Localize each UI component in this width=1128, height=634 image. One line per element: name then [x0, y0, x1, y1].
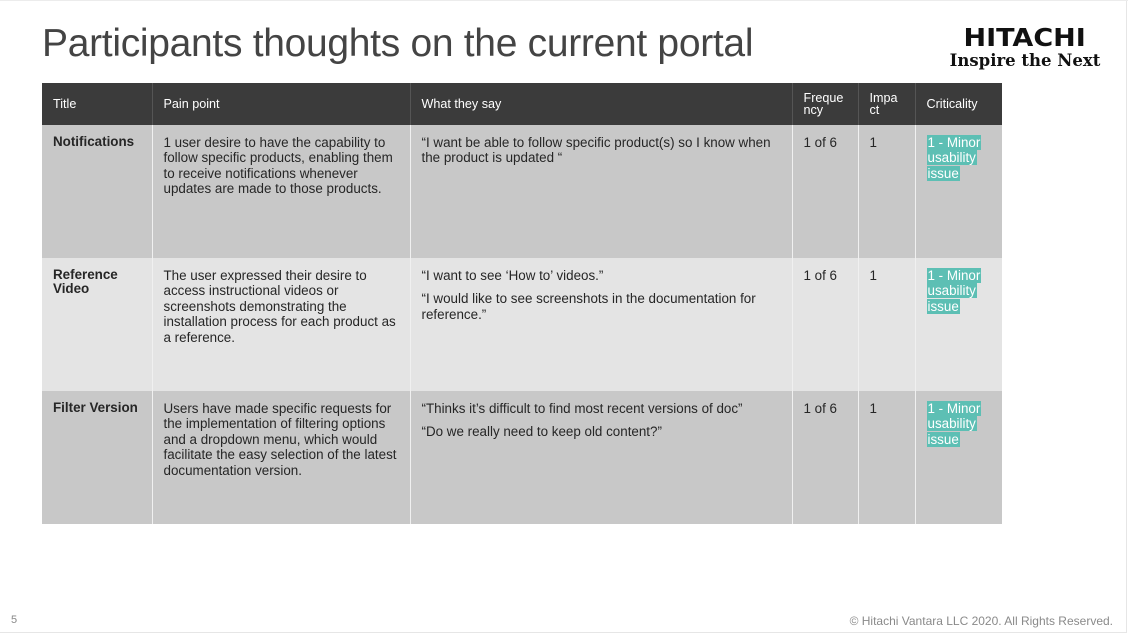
- row-frequency: 1 of 6: [792, 258, 858, 391]
- row-quote: “I would like to see screenshots in the documentation for reference.”: [421, 291, 756, 322]
- table-row: [42, 258, 1002, 391]
- row-frequency: 1 of 6: [792, 391, 858, 524]
- row-quotes: [410, 391, 792, 524]
- header-frequency: Freque ncy: [792, 83, 858, 125]
- row-quote: “I want to see ‘How to’ videos.”: [421, 268, 604, 283]
- header-title: Title: [42, 83, 152, 125]
- row-quote: “Do we really need to keep old content?”: [421, 424, 662, 440]
- top-divider: [0, 0, 1128, 1]
- hitachi-logo: [940, 23, 1110, 71]
- row-pain-point: Users have made specific requests for the implementation of filtering options and a dropdown menu, which would facilitate the easy selection of the latest documentation version.: [152, 391, 410, 524]
- row-criticality-cell: [915, 125, 1002, 258]
- pain-points-table: [42, 83, 1002, 524]
- row-quote: “I want be able to follow specific product(s) so I know when the product is updated “: [421, 135, 771, 166]
- row-quotes: [410, 125, 792, 258]
- header-what-they-say: What they say: [410, 83, 792, 125]
- row-impact: 1: [858, 125, 915, 258]
- row-quote: “Thinks it’s difficult to find most recent versions of doc”: [421, 401, 743, 416]
- row-title: Filter Version: [42, 391, 152, 524]
- criticality-badge: 1 - Minor usability issue: [927, 268, 981, 314]
- header-pain-point: Pain point: [152, 83, 410, 125]
- row-criticality-cell: [915, 258, 1002, 391]
- header-criticality: Criticality: [915, 83, 1002, 125]
- row-title: Notifications: [42, 125, 152, 258]
- logo-brand: HITACHI: [963, 23, 1087, 52]
- row-title: Reference Video: [42, 258, 152, 391]
- copyright-notice: © Hitachi Vantara LLC 2020. All Rights Reserved.: [849, 614, 1113, 628]
- header-impact: Impa ct: [858, 83, 915, 125]
- slide-title: Participants thoughts on the current portal: [42, 22, 754, 65]
- criticality-badge: 1 - Minor usability issue: [927, 135, 981, 181]
- row-quotes: [410, 258, 792, 391]
- row-frequency: 1 of 6: [792, 125, 858, 258]
- criticality-badge: 1 - Minor usability issue: [927, 401, 981, 447]
- page-number: 5: [11, 614, 18, 626]
- row-criticality-cell: [915, 391, 1002, 524]
- table-row: [42, 125, 1002, 258]
- row-impact: 1: [858, 391, 915, 524]
- table-header-row: [42, 83, 1002, 125]
- row-impact: 1: [858, 258, 915, 391]
- row-pain-point: The user expressed their desire to access instructional videos or screenshots demonstrating the installation process for each product as a reference.: [152, 258, 410, 391]
- row-pain-point: 1 user desire to have the capability to follow specific products, enabling them to receive notifications whenever updates are made to those products.: [152, 125, 410, 258]
- table-row: [42, 391, 1002, 524]
- logo-tagline: Inspire the Next: [949, 51, 1101, 70]
